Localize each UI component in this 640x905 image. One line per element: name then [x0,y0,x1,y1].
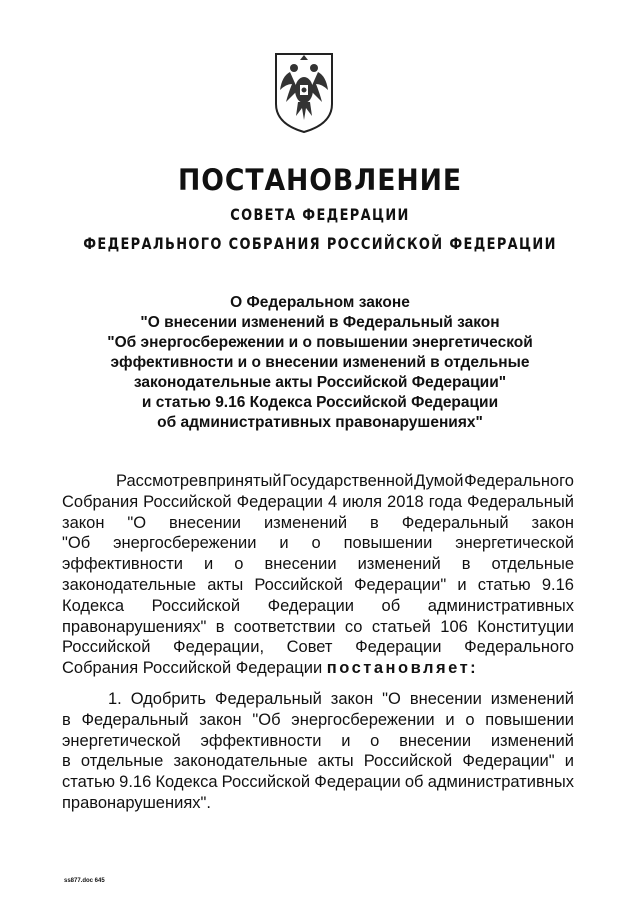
word: энергетической [455,534,574,553]
word: внесении [399,731,472,750]
word: Федеральный [467,492,574,511]
word: отдельные [80,752,164,771]
word: изменений [263,513,348,532]
word: Российской [254,575,343,594]
word: о [234,555,244,574]
word: законодательные [62,575,197,594]
law-title-line: "Об энергосбережении и о повышении энергетической [107,334,533,351]
word: Российской [62,638,151,657]
document-subtitle-1: СОВЕТА ФЕДЕРАЦИИ [230,205,410,224]
paragraph-line [62,710,574,731]
law-title-line: О Федеральном законе [230,294,410,311]
paragraph-line [62,596,574,617]
word: о [370,731,380,750]
paragraph-line [62,533,574,554]
word: закон [330,690,374,708]
paragraph-line: Собрания Российской Федерации [62,659,323,678]
word: 4 [328,492,338,511]
word: и [564,752,574,771]
word: Российской [151,596,241,615]
word: Собрания [62,492,139,511]
word: 9.16 [541,575,574,594]
word: акты [317,752,354,771]
word: изменений [357,555,441,574]
word: энергетической [62,731,181,750]
word: статью [477,575,531,594]
word: Российской [221,773,311,792]
law-title-line: и статью 9.16 Кодекса Российской Федерации [141,394,499,411]
coat-of-arms-icon [272,50,336,134]
word: в [215,617,225,636]
word: 106 [440,617,468,636]
word: Федерального [464,472,574,490]
word: Федеральный [81,710,189,729]
word: изменений [490,690,574,708]
word: и [204,555,214,574]
paragraph-line [62,471,574,492]
word: внесении [264,555,337,574]
word: "Об [62,534,91,553]
word: в [370,513,379,532]
word: закон [62,513,105,532]
word: в [461,555,471,574]
word: в [62,752,71,771]
word: Федерации [236,492,324,511]
document-title: ПОСТАНОВЛЕНИЕ [177,163,463,197]
paragraph-line [62,772,574,793]
word: повышении [485,710,574,729]
word: статьей [371,617,431,636]
word: со [344,617,363,636]
word: Кодекса [62,596,125,615]
word: законодательные [173,752,308,771]
word: Кодекса [155,773,218,792]
word: внесении [168,513,242,532]
word: закон [199,710,242,729]
word: и [445,710,455,729]
word: в [62,710,71,729]
word: правонарушениях" [62,617,207,636]
resolution-paragraph-2 [62,689,574,814]
word: июля [342,492,383,511]
word: об [381,596,401,615]
word: Федерации [355,638,442,657]
word: Российской [143,492,232,511]
word: статью [62,773,115,792]
document-code: ss877.doc 645 [64,878,105,884]
resolution-paragraph-1 [62,471,574,679]
word: закон [531,513,574,532]
paragraph-line [62,554,574,575]
word: года [428,492,463,511]
resolution-keyword: постановляет: [326,659,479,678]
word: Федерации [267,596,354,615]
word: "Об [252,710,281,729]
word: Федеральный [214,690,322,708]
word: Федерации [314,773,401,792]
paragraph-line [62,689,574,710]
paragraph-line [62,492,574,513]
word: и [457,575,467,594]
paragraph-last-line [62,658,574,679]
word: соответствии [233,617,336,636]
word: Российской [363,752,453,771]
word: "О [382,690,401,708]
word: Рассмотрев [116,472,207,490]
word: энергосбережении [113,534,257,553]
word: эффективности [200,731,322,750]
word: Государственной [282,472,414,490]
law-title-line: законодательные акты Российской Федерации" [133,374,507,391]
word: о [465,710,475,729]
word: Федерации" [353,575,447,594]
paragraph-line [62,513,574,534]
word: 9.16 [119,773,152,792]
word: отдельные [491,555,574,574]
law-title-line: эффективности и о внесении изменений в отдельные [110,354,530,371]
paragraph-line [62,751,574,772]
paragraph-line [62,731,574,752]
paragraph-line: правонарушениях". [62,793,211,812]
word: внесении [409,690,482,708]
law-title-line: "О внесении изменений в Федеральный закон [140,314,500,331]
word: Федерального [464,638,574,657]
law-title [60,293,580,433]
word: Конституции [477,617,574,636]
word: административных [427,596,574,615]
word: и [279,534,289,553]
word: 2018 [387,492,424,511]
paragraph-line [62,617,574,638]
word: Думой [414,472,464,490]
paragraph-line [62,637,574,658]
word: изменений [490,731,574,750]
word: энергосбережении [291,710,435,729]
document-subtitle-2: ФЕДЕРАЛЬНОГО СОБРАНИЯ РОССИЙСКОЙ ФЕДЕРАЦИИ [83,234,557,253]
law-title-line: об административных правонарушениях" [157,414,483,431]
word: "О [127,513,147,532]
word: принятый [207,472,282,490]
word: об [404,773,424,792]
word: Федерации" [462,752,555,771]
word: эффективности [62,555,184,574]
word: административных [427,773,574,792]
word: повышении [343,534,433,553]
paragraph-line [62,575,574,596]
word: Совет [286,638,333,657]
word: акты [207,575,244,594]
word: Федеральный [401,513,509,532]
word: Одобрить [130,690,206,708]
word: и [341,731,351,750]
word: о [311,534,321,553]
word: 1. [108,690,122,708]
word: Федерации, [173,638,265,657]
